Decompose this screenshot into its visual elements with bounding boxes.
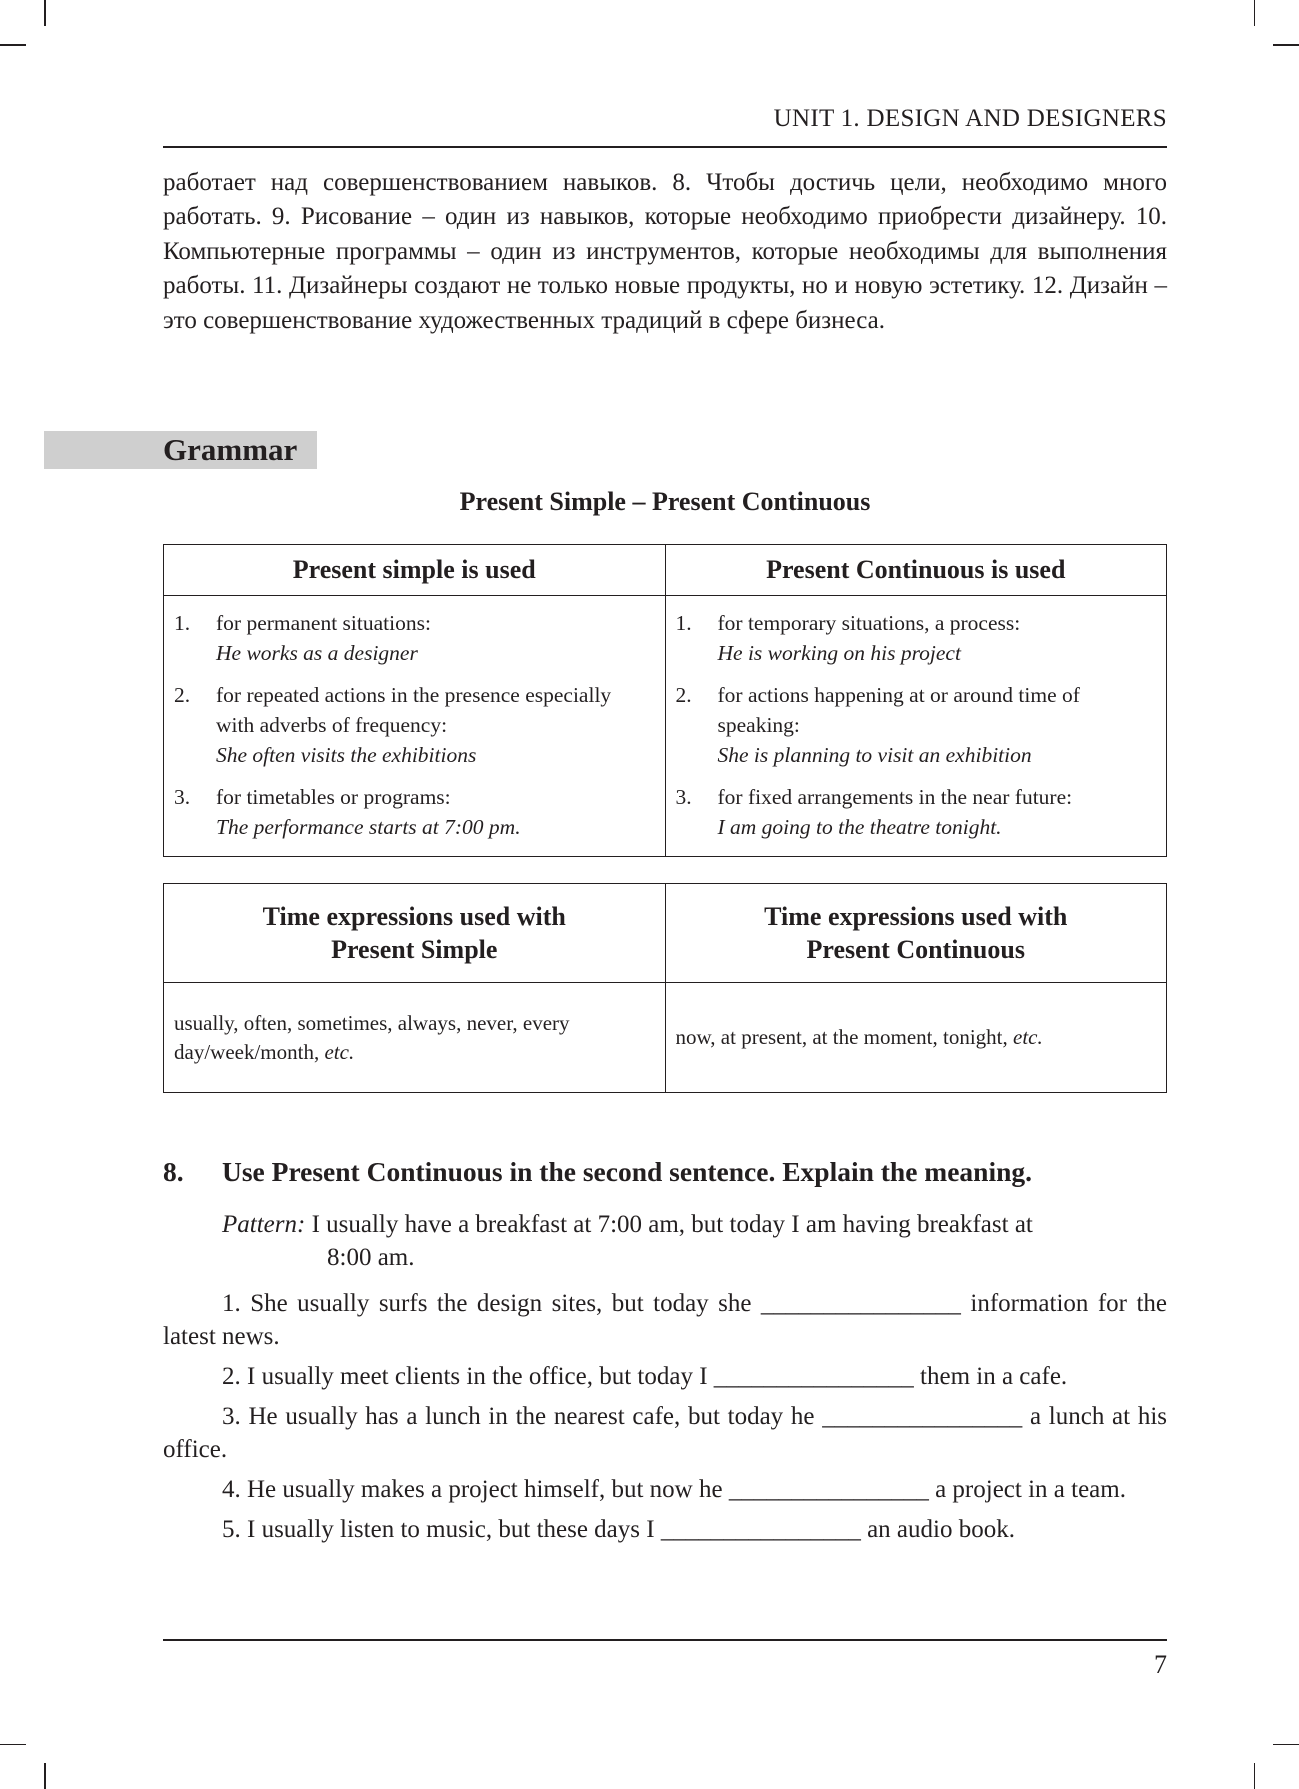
item-number: 1.	[174, 611, 191, 635]
header-rule	[163, 146, 1167, 148]
header-line: Time expressions used with	[764, 902, 1068, 931]
usage-item	[676, 608, 1157, 668]
crop-mark	[1273, 1744, 1299, 1746]
usage-rule: for temporary situations, a process:	[717, 611, 1021, 635]
usage-example: She often visits the exhibitions	[216, 743, 477, 767]
time-header-simple	[164, 884, 666, 983]
usage-example: She is planning to visit an exhibition	[717, 743, 1032, 767]
exercise-heading	[163, 1156, 1167, 1188]
pattern-text: 8:00 am.	[327, 1244, 415, 1271]
time-cell-continuous	[665, 983, 1167, 1093]
time-expressions: now, at present, at the moment, tonight,	[675, 1025, 1008, 1049]
crop-mark	[0, 1744, 26, 1746]
exercise-item: 1. She usually surfs the design sites, but today she ________________ information for the latest news.	[163, 1290, 1167, 1350]
usage-example: The performance starts at 7:00 pm.	[216, 815, 521, 839]
usage-cell-simple	[164, 596, 666, 857]
page-number: 7	[1154, 1650, 1167, 1679]
header-line: Present Simple	[331, 935, 498, 964]
etc-label: etc.	[1013, 1025, 1043, 1049]
exercise-item: 5. I usually listen to music, but these days I ________________ an audio book.	[222, 1516, 1015, 1543]
time-cell-simple	[164, 983, 666, 1093]
section-title: Grammar	[163, 432, 298, 467]
usage-item	[676, 782, 1157, 842]
running-header: UNIT 1. DESIGN AND DESIGNERS	[773, 105, 1167, 132]
usage-example: He works as a designer	[216, 641, 418, 665]
table-title: Present Simple – Present Continuous	[459, 487, 871, 516]
usage-table	[163, 544, 1167, 857]
item-number: 1.	[675, 611, 692, 635]
usage-item	[676, 680, 1157, 770]
crop-mark	[1254, 0, 1256, 26]
crop-mark	[1254, 1763, 1256, 1789]
usage-rule: for actions happening at or around time of speaking:	[717, 683, 1080, 737]
footer-rule	[163, 1639, 1167, 1641]
usage-header-simple: Present simple is used	[164, 545, 666, 596]
pattern-example	[222, 1208, 1167, 1274]
exercise-number: 8.	[163, 1156, 184, 1187]
item-number: 2.	[174, 683, 191, 707]
usage-header-continuous: Present Continuous is used	[665, 545, 1167, 596]
exercise-item: 4. He usually makes a project himself, but now he ________________ a project in a team.	[222, 1476, 1126, 1503]
usage-rule: for timetables or programs:	[216, 785, 451, 809]
usage-rule: for permanent situations:	[216, 611, 431, 635]
usage-item	[174, 782, 655, 842]
crop-mark	[44, 1763, 46, 1789]
header-line: Present Continuous	[806, 935, 1025, 964]
time-expressions-table	[163, 883, 1167, 1093]
crop-mark	[44, 0, 46, 26]
pattern-label: Pattern:	[222, 1211, 306, 1238]
usage-item	[174, 608, 655, 668]
usage-cell-continuous	[665, 596, 1167, 857]
exercise-item: 2. I usually meet clients in the office, but today I ________________ them in a cafe.	[222, 1363, 1068, 1390]
etc-label: etc.	[324, 1039, 355, 1064]
intro-paragraph: работает над совершенствованием навыков. 8. Чтобы достичь цели, необходимо много работать. 9. Рисование – один из навыков, которые необходимо приобрести дизайнеру. 10. Компьютерные программы – один из инструментов, которые необходимы для выполнения работы. 11. Дизайнеры создают не только новые продукты, но и новую эстетику. 12. Дизайн – это совершенствование художественных традиций в сфере бизнеса.	[163, 169, 1167, 334]
crop-mark	[0, 44, 26, 46]
usage-example: I am going to the theatre tonight.	[717, 815, 1002, 839]
item-number: 2.	[675, 683, 692, 707]
exercise-instruction: Use Present Continuous in the second sentence. Explain the meaning.	[222, 1156, 1033, 1187]
time-header-continuous	[665, 884, 1167, 983]
usage-item	[174, 680, 655, 770]
usage-rule: for repeated actions in the presence especially with adverbs of frequency:	[216, 683, 612, 737]
time-expressions: usually, often, sometimes, always, never, every day/week/month,	[174, 1010, 570, 1064]
usage-rule: for fixed arrangements in the near future:	[717, 785, 1073, 809]
usage-example: He is working on his project	[717, 641, 961, 665]
crop-mark	[1273, 44, 1299, 46]
pattern-text: I usually have a breakfast at 7:00 am, but today I am having breakfast at	[311, 1211, 1033, 1238]
header-line: Time expressions used with	[262, 902, 566, 931]
item-number: 3.	[174, 785, 191, 809]
exercise-items	[163, 1287, 1167, 1553]
exercise-item: 3. He usually has a lunch in the nearest cafe, but today he ________________ a lunch at his office.	[163, 1403, 1167, 1463]
item-number: 3.	[675, 785, 692, 809]
